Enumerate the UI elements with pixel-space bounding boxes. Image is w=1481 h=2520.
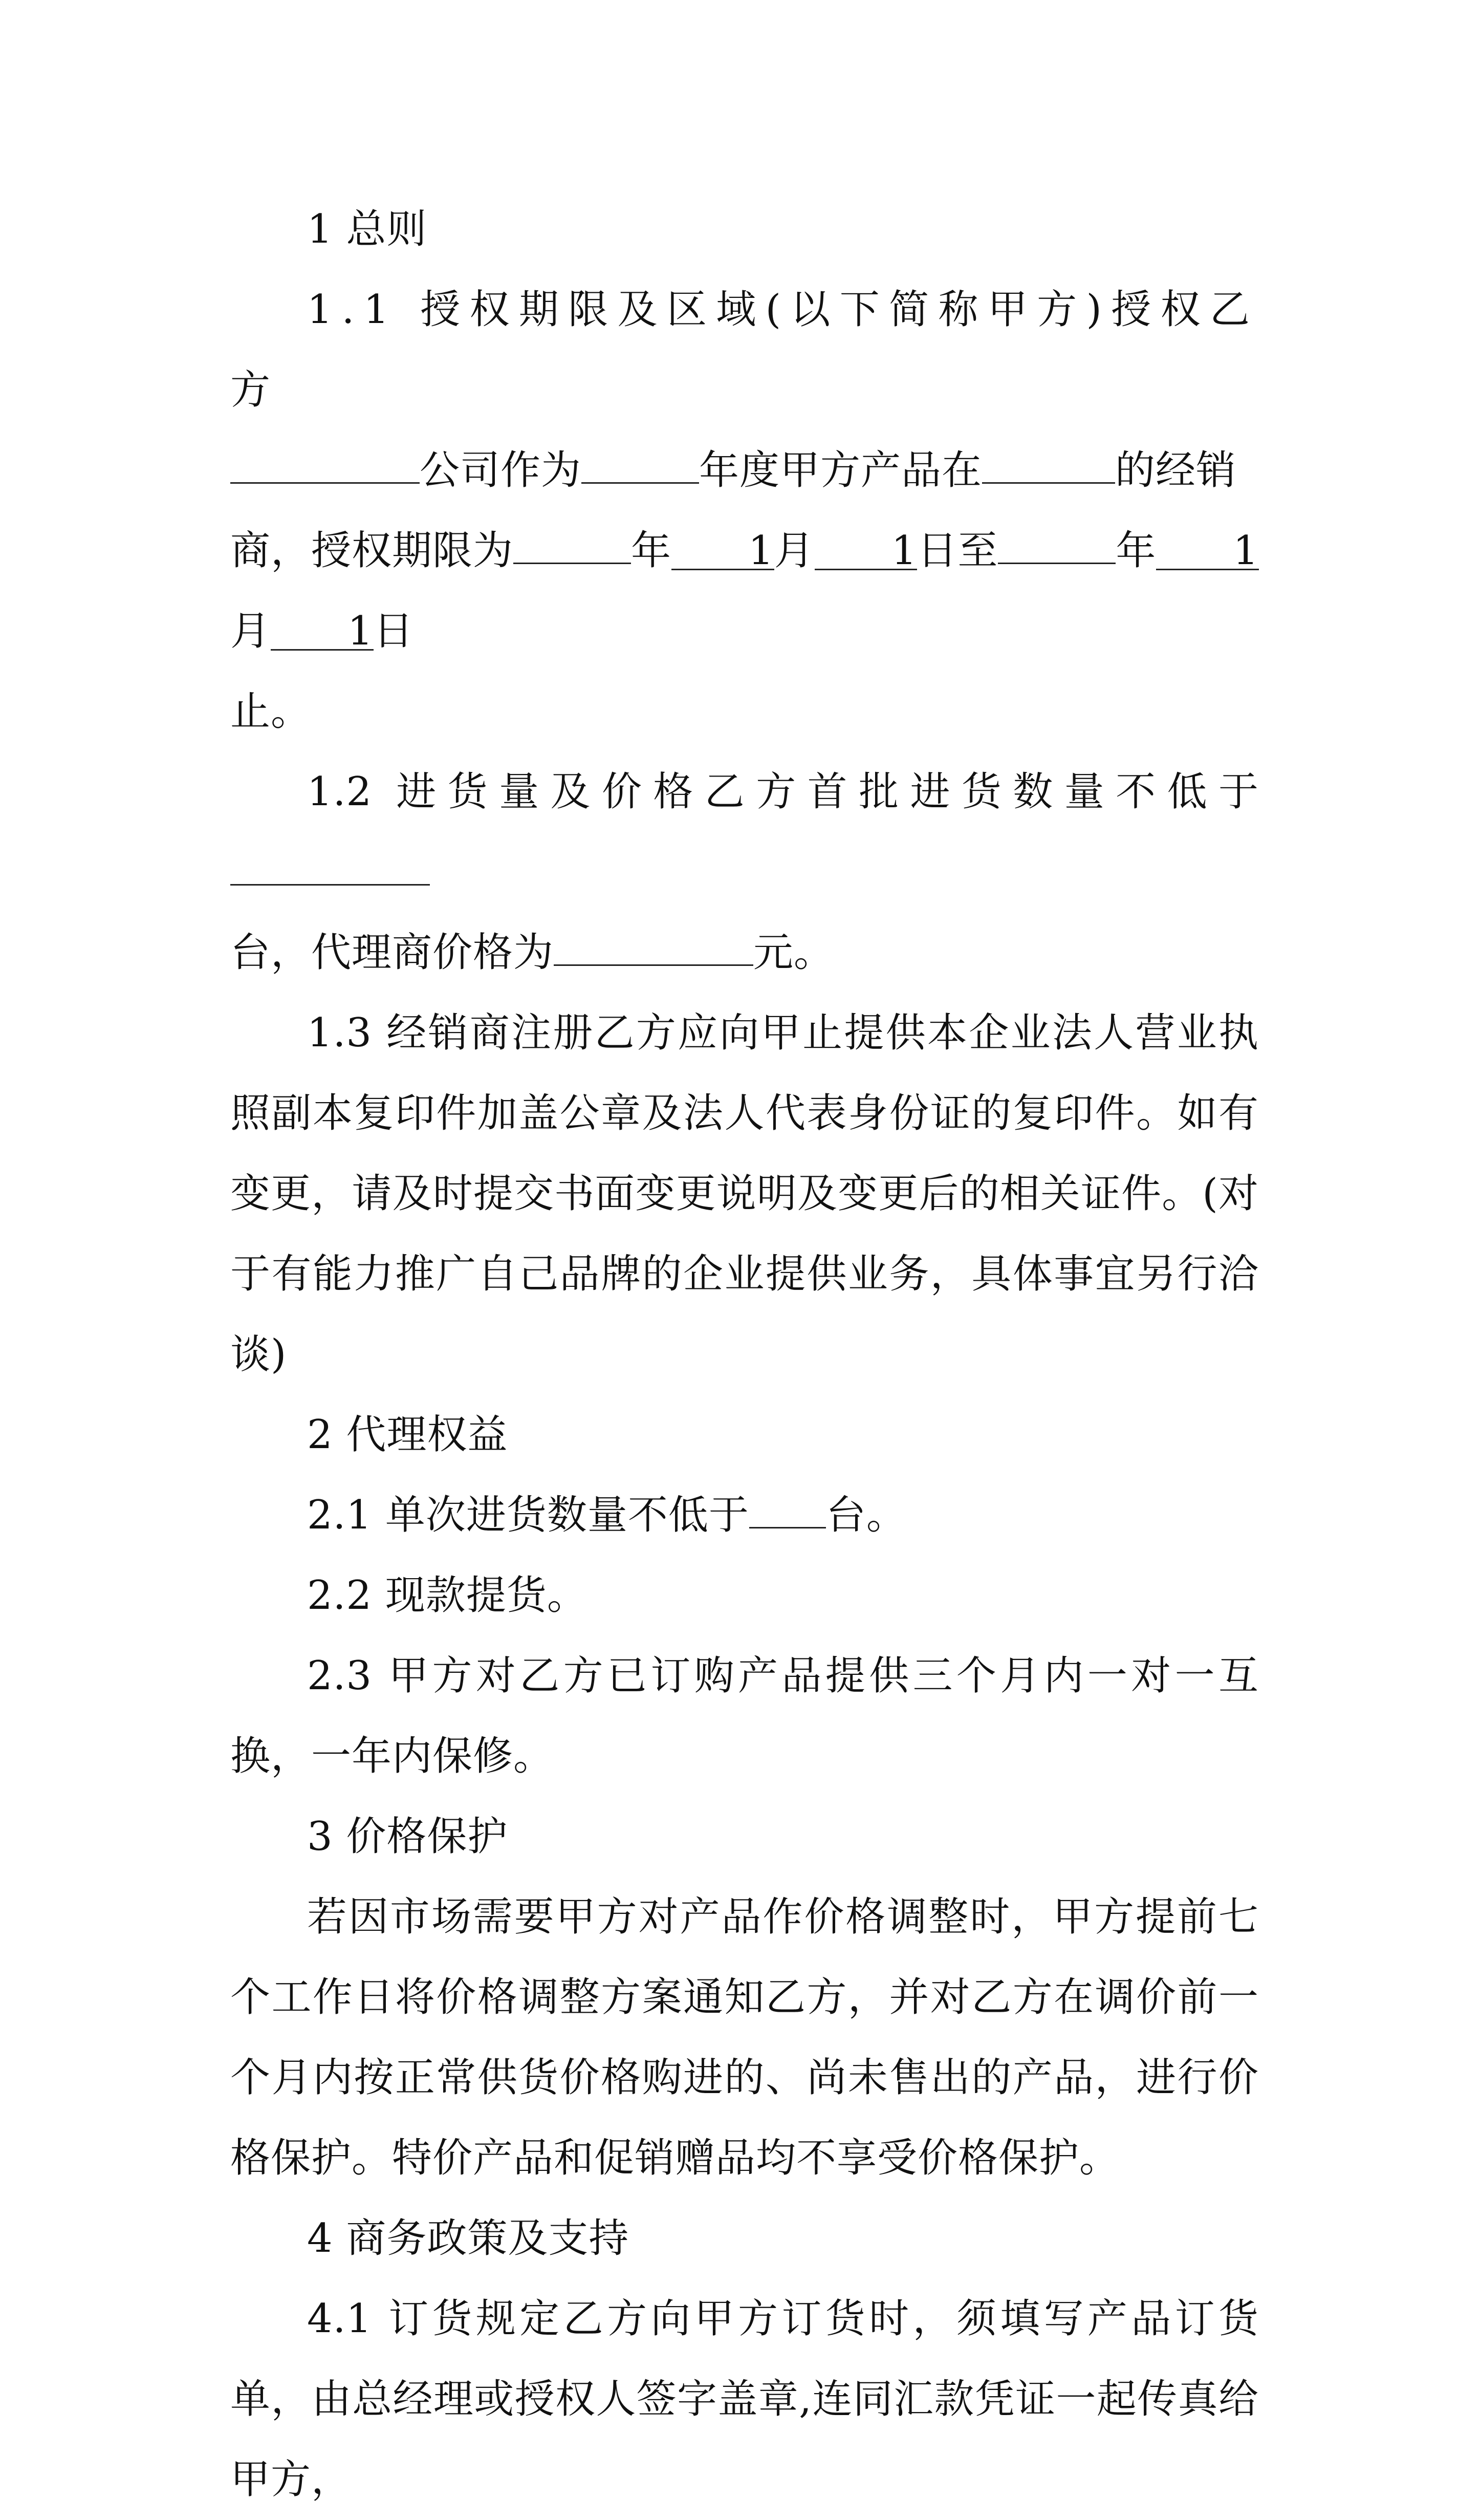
clause-1-2-price: 台，代理商价格为 <box>230 930 554 976</box>
blank-first-quantity <box>230 853 430 886</box>
blank-price <box>554 934 753 966</box>
clause-1-2 <box>230 752 1259 993</box>
section-1-title: 1 总则 <box>307 206 427 252</box>
clause-2-1-unit: 台。 <box>825 1492 907 1538</box>
blank-start-year <box>513 532 631 564</box>
clause-1-1 <box>230 270 1259 752</box>
blank-year <box>581 451 699 484</box>
clause-4-1: 4.1 订货规定乙方向甲方订货时，须填写产品订货单，由总经理或授权人签字盖章,连同汇款凭证一起传真给甲方， <box>230 2296 1259 2503</box>
start-month: 1 <box>671 533 774 570</box>
blank-end-year <box>998 532 1116 564</box>
clause-1-1-company-as: 公司作为 <box>420 447 582 493</box>
section-4-title: 4 商务政策及支持 <box>307 2215 629 2261</box>
text-day-to: 日至 <box>917 528 998 574</box>
clause-1-3: 1.3 经销商注册乙方应向甲止提供本企业法人营业执照副本复印件加盖公章及法人代表身份证的复印件。如有变更，请及时提交书面变更说明及变更后的相关证件。(对于有能力推广自己品牌的企业提供业务，具体事宜另行洽谈) <box>230 1010 1259 1377</box>
clause-1-1-line1: 1.1 授权期限及区域(以下简称甲方)授权乙方 <box>230 287 1259 413</box>
section-3-title: 3 价格保护 <box>307 1814 508 1860</box>
blank-region <box>982 451 1115 484</box>
text-end: 止。 <box>230 688 312 735</box>
clause-1-1-distributor: 的经销 <box>1115 447 1237 493</box>
clause-1-1-year-product: 年度甲方产品在 <box>699 447 983 493</box>
text-month: 月 <box>230 608 271 654</box>
blank-company <box>230 451 420 484</box>
blank-single-quantity <box>749 1496 826 1528</box>
start-day: 1 <box>815 533 918 570</box>
clause-1-2-yuan: 元。 <box>753 930 835 976</box>
section-2-title: 2 代理权益 <box>307 1412 508 1458</box>
document-page <box>230 189 1259 2520</box>
section-3-body: 若因市场需要甲方对产品作价格调整时，甲方提前七个工作日将价格调整方案通知乙方，并对乙方在调价前一个月内按正常供货价格购进的、尚未售出的产品，进行价格保护。特价产品和促销赠品均不享受价格保护。 <box>230 1894 1259 2181</box>
clause-1-2-text: 1.2 进货量及价格乙方首批进货数量不低于 <box>307 769 1259 815</box>
clause-2-3: 2.3 甲方对乙方已订购产品提供三个月内一对一互换，一年内保修。 <box>230 1653 1259 1779</box>
text-month: 月 <box>774 528 815 574</box>
text-year: 年 <box>631 528 672 574</box>
clause-2-1 <box>230 1475 1259 1556</box>
end-day: 1 <box>271 613 374 651</box>
text-year: 年 <box>1116 528 1157 574</box>
clause-2-2: 2.2 现款提货。 <box>307 1573 587 1619</box>
clause-2-1-text: 2.1 单次进货数量不低于 <box>307 1492 749 1538</box>
end-month: 1 <box>1156 533 1259 570</box>
clause-1-1-period: 商，授权期限为 <box>230 528 514 574</box>
text-day: 日 <box>373 608 414 654</box>
